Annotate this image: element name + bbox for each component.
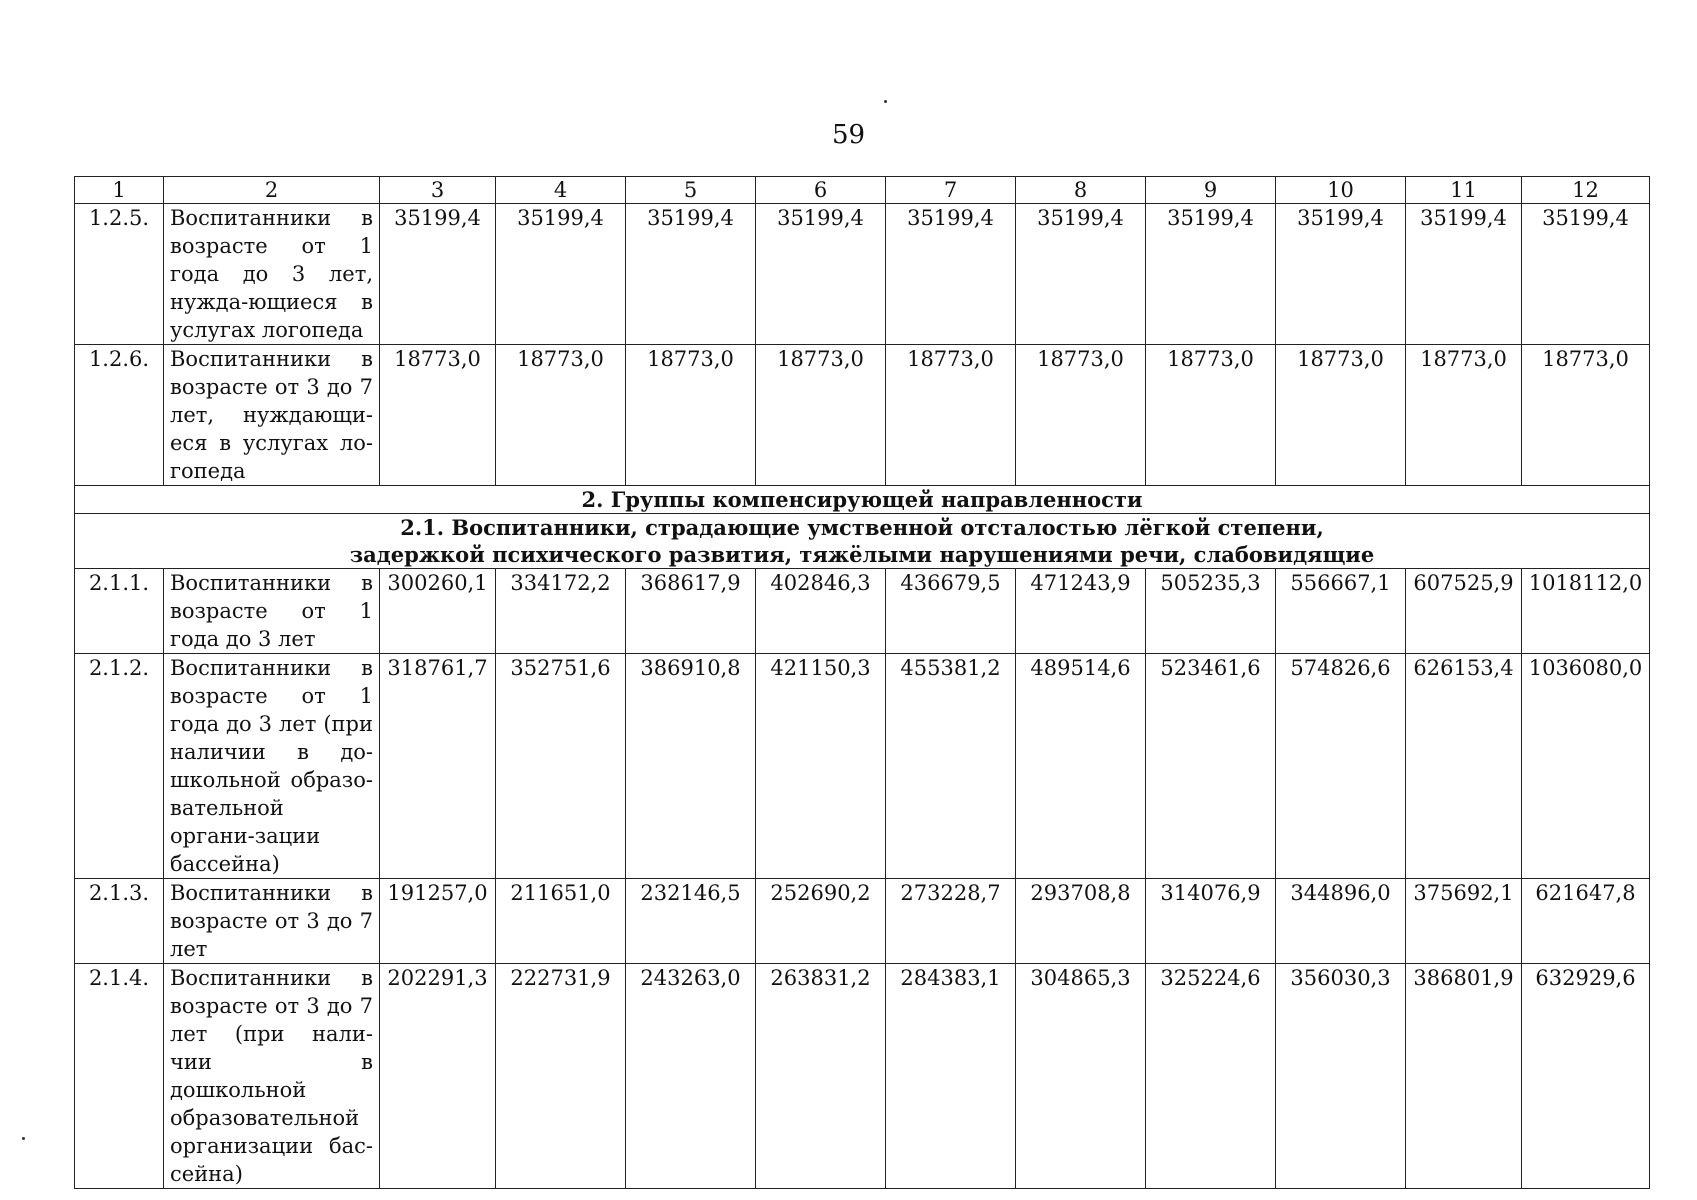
value-cell: 211651,0 [496, 879, 626, 964]
value-cell: 375692,1 [1406, 879, 1522, 964]
value-cell: 35199,4 [886, 204, 1016, 345]
row-number: 2.1.4. [75, 964, 164, 1189]
value-cell: 35199,4 [1276, 204, 1406, 345]
value-cell: 334172,2 [496, 569, 626, 654]
value-cell: 402846,3 [756, 569, 886, 654]
table-row [75, 569, 1650, 654]
row-description: Воспитанники в возрасте от 1 года до 3 лет, нужда-ющиеся в услугах логопеда [164, 204, 380, 345]
subsection-header-row [75, 514, 1650, 569]
value-cell: 222731,9 [496, 964, 626, 1189]
subsection-title-line: 2.1. Воспитанники, страдающие умственной отсталостью лёгкой степени, [400, 515, 1324, 540]
row-description: Воспитанники в возрасте от 1 года до 3 лет [164, 569, 380, 654]
value-cell: 505235,3 [1146, 569, 1276, 654]
value-cell: 325224,6 [1146, 964, 1276, 1189]
value-cell: 314076,9 [1146, 879, 1276, 964]
header-cell: 10 [1276, 177, 1406, 204]
value-cell: 489514,6 [1016, 654, 1146, 879]
value-cell: 386910,8 [626, 654, 756, 879]
value-cell: 436679,5 [886, 569, 1016, 654]
value-cell: 304865,3 [1016, 964, 1146, 1189]
value-cell: 18773,0 [1522, 345, 1650, 486]
value-cell: 35199,4 [380, 204, 496, 345]
row-number: 1.2.5. [75, 204, 164, 345]
value-cell: 243263,0 [626, 964, 756, 1189]
value-cell: 18773,0 [1276, 345, 1406, 486]
value-cell: 300260,1 [380, 569, 496, 654]
value-cell: 18773,0 [1146, 345, 1276, 486]
value-cell: 344896,0 [1276, 879, 1406, 964]
value-cell: 18773,0 [756, 345, 886, 486]
subsection-title-line: задержкой психического развития, тяжёлыми нарушениями речи, слабовидящие [349, 542, 1375, 567]
row-description: Воспитанники в возрасте от 3 до 7 лет [164, 879, 380, 964]
value-cell: 523461,6 [1146, 654, 1276, 879]
value-cell: 386801,9 [1406, 964, 1522, 1189]
subsection-title [75, 514, 1650, 569]
header-cell: 3 [380, 177, 496, 204]
value-cell: 35199,4 [496, 204, 626, 345]
header-cell: 9 [1146, 177, 1276, 204]
value-cell: 318761,7 [380, 654, 496, 879]
value-cell: 284383,1 [886, 964, 1016, 1189]
value-cell: 18773,0 [380, 345, 496, 486]
value-cell: 18773,0 [496, 345, 626, 486]
value-cell: 421150,3 [756, 654, 886, 879]
table-row [75, 345, 1650, 486]
header-cell: 6 [756, 177, 886, 204]
value-cell: 1018112,0 [1522, 569, 1650, 654]
value-cell: 252690,2 [756, 879, 886, 964]
row-number: 2.1.3. [75, 879, 164, 964]
header-cell: 5 [626, 177, 756, 204]
row-description: Воспитанники в возрасте от 3 до 7 лет, нуждающи-еся в услугах ло-гопеда [164, 345, 380, 486]
header-cell: 4 [496, 177, 626, 204]
value-cell: 18773,0 [1016, 345, 1146, 486]
value-cell: 574826,6 [1276, 654, 1406, 879]
value-cell: 35199,4 [1522, 204, 1650, 345]
value-cell: 293708,8 [1016, 879, 1146, 964]
value-cell: 1036080,0 [1522, 654, 1650, 879]
value-cell: 191257,0 [380, 879, 496, 964]
value-cell: 263831,2 [756, 964, 886, 1189]
value-cell: 232146,5 [626, 879, 756, 964]
header-cell: 11 [1406, 177, 1522, 204]
value-cell: 202291,3 [380, 964, 496, 1189]
header-cell: 7 [886, 177, 1016, 204]
value-cell: 471243,9 [1016, 569, 1146, 654]
header-cell: 12 [1522, 177, 1650, 204]
value-cell: 632929,6 [1522, 964, 1650, 1189]
table-row [75, 654, 1650, 879]
value-cell: 18773,0 [1406, 345, 1522, 486]
value-cell: 273228,7 [886, 879, 1016, 964]
value-cell: 18773,0 [886, 345, 1016, 486]
value-cell: 626153,4 [1406, 654, 1522, 879]
scan-speck [884, 100, 887, 103]
table-row [75, 204, 1650, 345]
value-cell: 621647,8 [1522, 879, 1650, 964]
value-cell: 607525,9 [1406, 569, 1522, 654]
value-cell: 18773,0 [626, 345, 756, 486]
section-title: 2. Группы компенсирующей направленности [75, 486, 1650, 514]
value-cell: 35199,4 [626, 204, 756, 345]
value-cell: 352751,6 [496, 654, 626, 879]
tariff-table [74, 176, 1650, 1189]
header-cell: 8 [1016, 177, 1146, 204]
value-cell: 35199,4 [756, 204, 886, 345]
value-cell: 368617,9 [626, 569, 756, 654]
row-description: Воспитанники в возрасте от 1 года до 3 лет (при наличии в до-школьной образо-вательной органи-зации бассейна) [164, 654, 380, 879]
table-row [75, 879, 1650, 964]
value-cell: 455381,2 [886, 654, 1016, 879]
value-cell: 35199,4 [1146, 204, 1276, 345]
row-number: 2.1.2. [75, 654, 164, 879]
row-number: 2.1.1. [75, 569, 164, 654]
row-number: 1.2.6. [75, 345, 164, 486]
value-cell: 35199,4 [1016, 204, 1146, 345]
value-cell: 556667,1 [1276, 569, 1406, 654]
column-number-row [75, 177, 1650, 204]
scan-speck [22, 1137, 25, 1140]
header-cell: 1 [75, 177, 164, 204]
row-description: Воспитанники в возрасте от 3 до 7 лет (при нали-чии в дошкольной образовательной организации бас-сейна) [164, 964, 380, 1189]
page-number: 59 [831, 120, 866, 150]
value-cell: 356030,3 [1276, 964, 1406, 1189]
table-row [75, 964, 1650, 1189]
value-cell: 35199,4 [1406, 204, 1522, 345]
section-header-row [75, 486, 1650, 514]
header-cell: 2 [164, 177, 380, 204]
